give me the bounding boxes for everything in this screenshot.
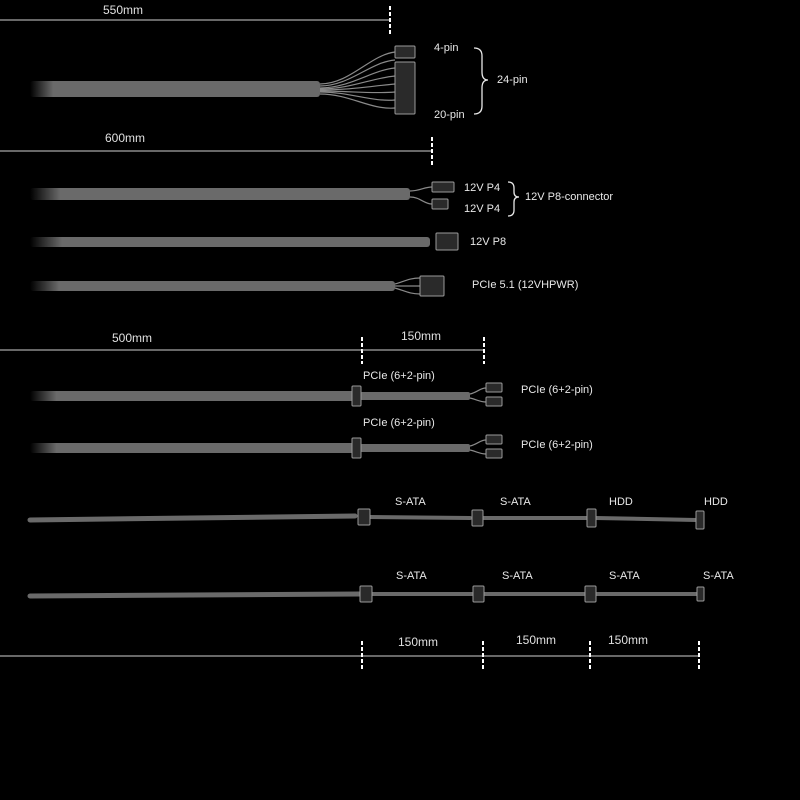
dimension-bottom [0, 633, 700, 670]
atx-brace [474, 48, 488, 114]
pcie-end-label-1: PCIe (6+2-pin) [521, 384, 593, 396]
sata-cable [30, 570, 734, 602]
pcie-end-connector-1b [486, 397, 502, 406]
pcie-end-label-2: PCIe (6+2-pin) [521, 439, 593, 451]
cpu-p8-connector [436, 233, 458, 250]
cpu-p8-connector-label: 12V P8-connector [525, 191, 614, 203]
cpu-p8-cable [30, 233, 506, 250]
pcie5-label: PCIe 5.1 (12VHPWR) [472, 279, 579, 291]
sata-label-2c: S-ATA [609, 570, 640, 582]
hdd-connector-1c [587, 509, 596, 527]
pcie5-connector [420, 276, 444, 296]
atx-20pin-connector [395, 62, 415, 114]
sata-hdd-cable [30, 496, 728, 529]
atx-4pin-label: 4-pin [434, 42, 459, 54]
dimension-label-150-b2: 150mm [516, 633, 557, 647]
pcie5-cable [30, 276, 578, 296]
pcie-mid-label-2: PCIe (6+2-pin) [363, 417, 435, 429]
pcie-cable-2 [30, 417, 593, 458]
hdd-label-1c: HDD [609, 496, 633, 508]
pcie-end-connector-2b [486, 449, 502, 458]
dimension-label-150-b3: 150mm [608, 633, 649, 647]
dimension-500mm [0, 331, 362, 364]
dimension-label-600: 600mm [105, 131, 146, 145]
cpu-p4-connector-2 [432, 199, 448, 209]
hdd-connector-1d [696, 511, 704, 529]
dimension-150mm-pcie [362, 329, 484, 364]
cpu-p8-label: 12V P8 [470, 236, 507, 248]
sata-connector-1a [358, 509, 370, 525]
atx-24pin-label: 24-pin [497, 74, 528, 86]
dimension-label-150-b1: 150mm [398, 635, 439, 649]
pcie-mid-connector-1 [352, 386, 361, 406]
cpu-brace [508, 182, 519, 216]
atx-4pin-connector [395, 46, 415, 58]
pcie-mid-label-1: PCIe (6+2-pin) [363, 370, 435, 382]
dimension-label-550: 550mm [103, 3, 144, 17]
pcie-end-connector-1a [486, 383, 502, 392]
cpu-p4-label-1: 12V P4 [464, 182, 501, 194]
dimension-label-500: 500mm [112, 331, 153, 345]
dimension-550mm [0, 3, 390, 34]
cpu-p4-connector-1 [432, 182, 454, 192]
sata-connector-2d [697, 587, 704, 601]
sata-label-1b: S-ATA [500, 496, 531, 508]
pcie-cable-1 [30, 370, 593, 406]
sata-connector-2a [360, 586, 372, 602]
pcie-mid-connector-2 [352, 438, 361, 458]
atx-24pin-cable [30, 42, 528, 121]
cpu-p4-label-2: 12V P4 [464, 203, 501, 215]
hdd-label-1d: HDD [704, 496, 728, 508]
pcie-end-connector-2a [486, 435, 502, 444]
sata-connector-2b [473, 586, 484, 602]
sata-label-2d: S-ATA [703, 570, 734, 582]
cpu-p8-split-cable [30, 182, 613, 216]
sata-label-2b: S-ATA [502, 570, 533, 582]
sata-label-1a: S-ATA [395, 496, 426, 508]
atx-20pin-label: 20-pin [434, 109, 465, 121]
sata-connector-1b [472, 510, 483, 526]
dimension-label-150-pcie: 150mm [401, 329, 442, 343]
sata-connector-2c [585, 586, 596, 602]
sata-label-2a: S-ATA [396, 570, 427, 582]
dimension-600mm [0, 131, 432, 165]
